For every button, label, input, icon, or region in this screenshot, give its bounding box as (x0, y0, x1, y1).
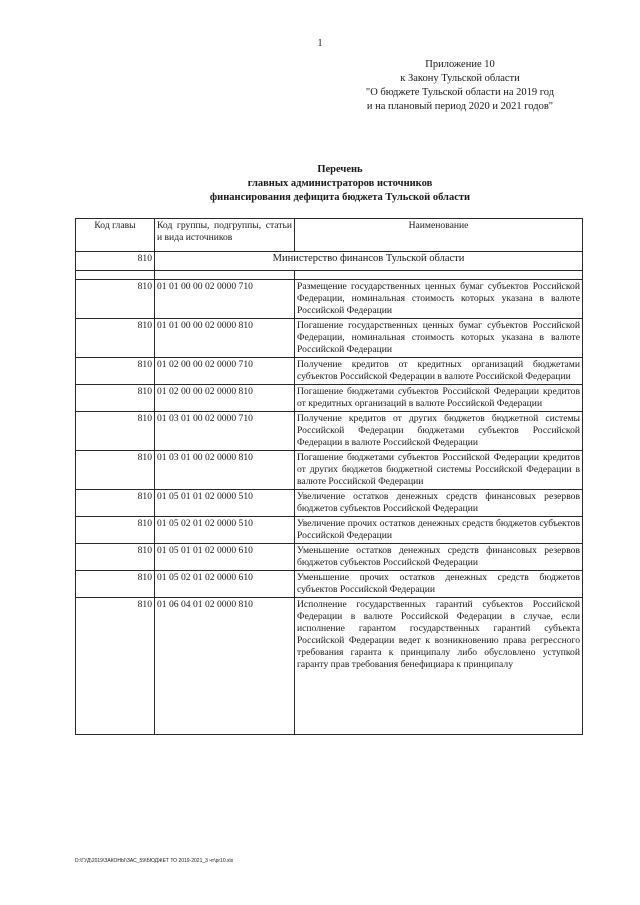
title-line: финансирования дефицита бюджета Тульской области (209, 192, 471, 203)
table-row (76, 598, 583, 735)
row-chapter-code: 810 (76, 319, 155, 358)
ministry-chapter-code: 810 (76, 252, 155, 271)
row-source-code: 01 05 01 01 02 0000 610 (155, 544, 295, 571)
spacer-cell (76, 271, 155, 280)
appendix-line: и на плановый период 2020 и 2021 годов" (366, 101, 554, 112)
row-source-code: 01 03 01 00 02 0000 710 (155, 412, 295, 451)
row-name: Исполнение государственных гарантий субъектов Российской Федерации в валюте Российской Федерации в случае, если исполнение гарантом государственных гарантий субъекта Российской Федерации ведет к возникновению права регрессного требования гаранта к принципалу либо обусловлено уступкой гаранту прав требования бенефициара к принципалу (295, 598, 583, 735)
row-chapter-code: 810 (76, 358, 155, 385)
table-row (76, 451, 583, 490)
document-title (130, 163, 550, 205)
row-name: Получение кредитов от кредитных организаций бюджетами субъектов Российской Федерации в валюте Российской Федерации (295, 358, 583, 385)
row-source-code: 01 05 01 01 02 0000 510 (155, 490, 295, 517)
row-chapter-code: 810 (76, 451, 155, 490)
row-name: Увеличение прочих остатков денежных средств бюджетов субъектов Российской Федерации (295, 517, 583, 544)
header-chapter-code: Код главы (76, 219, 155, 252)
row-chapter-code: 810 (76, 490, 155, 517)
title-line: главных администраторов источников (247, 178, 433, 189)
row-source-code: 01 01 00 00 02 0000 710 (155, 280, 295, 319)
spacer-cell (295, 271, 583, 280)
row-name: Погашение бюджетами субъектов Российской Федерации кредитов от других бюджетов бюджетной системы Российской Федерации в валюте Российской Федерации (295, 451, 583, 490)
row-chapter-code: 810 (76, 280, 155, 319)
administrators-table (75, 218, 583, 735)
appendix-line: к Закону Тульской области (400, 73, 520, 84)
title-line: Перечень (317, 164, 363, 175)
row-source-code: 01 05 02 01 02 0000 610 (155, 571, 295, 598)
table-row (76, 544, 583, 571)
row-source-code: 01 02 00 00 02 0000 710 (155, 358, 295, 385)
table-row (76, 412, 583, 451)
ministry-name: Министерство финансов Тульской области (155, 252, 583, 271)
row-source-code: 01 06 04 01 02 0000 810 (155, 598, 295, 735)
table-row (76, 517, 583, 544)
row-chapter-code: 810 (76, 412, 155, 451)
appendix-line: "О бюджете Тульской области на 2019 год (365, 87, 555, 98)
spacer-cell (155, 271, 295, 280)
appendix-line: Приложение 10 (425, 59, 495, 70)
spacer-row (76, 271, 583, 280)
header-source-code: Код группы, подгруппы, статьи и вида источников (155, 219, 295, 252)
table-row (76, 280, 583, 319)
table-row (76, 571, 583, 598)
row-name: Размещение государственных ценных бумаг субъектов Российской Федерации, номинальная стоимость которых указана в валюте Российской Федерации (295, 280, 583, 319)
row-name: Увеличение остатков денежных средств финансовых резервов бюджетов субъектов Российской Федерации (295, 490, 583, 517)
table-row (76, 358, 583, 385)
table-row (76, 319, 583, 358)
row-source-code: 01 03 01 00 02 0000 810 (155, 451, 295, 490)
table-row (76, 385, 583, 412)
row-name: Уменьшение остатков денежных средств финансовых резервов бюджетов субъектов Российской Федерации (295, 544, 583, 571)
row-chapter-code: 810 (76, 544, 155, 571)
row-chapter-code: 810 (76, 571, 155, 598)
row-name: Погашение бюджетами субъектов Российской Федерации кредитов от кредитных организаций в валюте Российской Федерации (295, 385, 583, 412)
row-source-code: 01 05 02 01 02 0000 510 (155, 517, 295, 544)
header-name: Наименование (295, 219, 583, 252)
row-chapter-code: 810 (76, 598, 155, 735)
table-header-row (76, 219, 583, 252)
row-source-code: 01 02 00 00 02 0000 810 (155, 385, 295, 412)
row-chapter-code: 810 (76, 385, 155, 412)
ministry-row (76, 252, 583, 271)
table-row (76, 490, 583, 517)
page-number: 1 (317, 38, 323, 49)
file-path-footer: D:\ГУД\2019\ЗАКОНЫ\ЗАС_59\БЮДЖЕТ ТО 2019-2021_3 чт\pr10.xls (75, 858, 234, 864)
row-chapter-code: 810 (76, 517, 155, 544)
row-source-code: 01 01 00 00 02 0000 810 (155, 319, 295, 358)
row-name: Получение кредитов от других бюджетов бюджетной системы Российской Федерации бюджетами субъектов Российской Федерации в валюте Российской Федерации (295, 412, 583, 451)
row-name: Погашение государственных ценных бумаг субъектов Российской Федерации, номинальная стоимость которых указана в валюте Российской Федерации (295, 319, 583, 358)
row-name: Уменьшение прочих остатков денежных средств бюджетов субъектов Российской Федерации (295, 571, 583, 598)
appendix-header (340, 58, 580, 114)
